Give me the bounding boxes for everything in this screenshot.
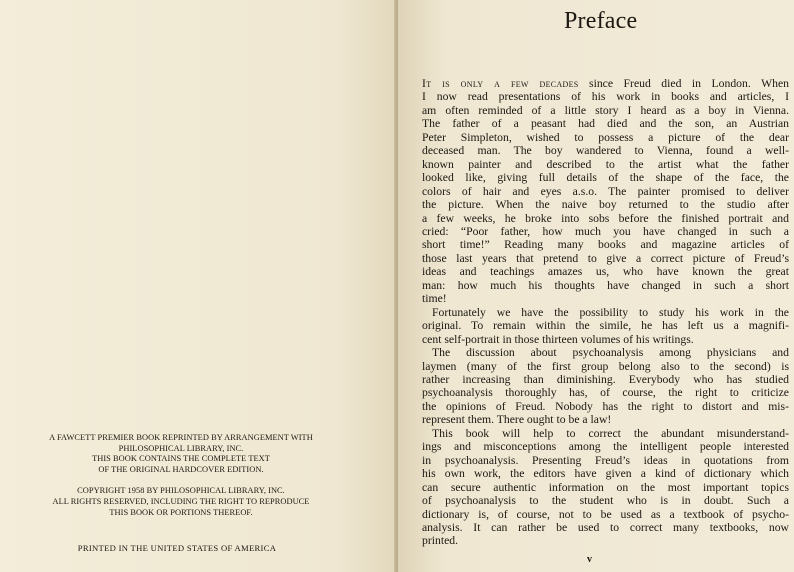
text-line: ideas and teachings amazes us, who have known the great <box>422 265 789 279</box>
text-line: the picture. When the naive boy returned to the studio after <box>422 198 789 212</box>
text-line: This book will help to correct the abundant misunderstand- <box>432 426 789 440</box>
imprint-line: THIS BOOK CONTAINS THE COMPLETE TEXT <box>92 454 270 464</box>
text-line: original. To remain within the simile, he has left us a magnifi- <box>422 319 789 333</box>
text-line: those last years that pretend to give a correct picture of Freud’s <box>422 251 789 265</box>
text-line: short time!” Reading many books and magazine articles of <box>422 238 789 252</box>
left-page <box>0 0 396 572</box>
text-line: can secure authentic information on the most important topics <box>422 480 789 494</box>
text-line-0: since Freud died in London. When <box>578 77 789 90</box>
lead-in-smallcaps: It is only a few decades <box>422 77 579 90</box>
imprint-line: OF THE ORIGINAL HARDCOVER EDITION. <box>98 464 264 474</box>
text-line: known painter and described to the artist what the father <box>422 157 789 171</box>
text-line: printed. <box>422 534 459 548</box>
text-line: a few weeks, he broke into sobs before the finished portrait and <box>422 211 789 225</box>
text-line <box>422 77 789 90</box>
text-line: in psychoanalysis. Presenting Freud’s ideas in quotations from <box>422 453 789 467</box>
text-line: his own work, the editors have given a kind of dictionary which <box>422 467 789 481</box>
text-line: analysis. It can rather be used to correct many textbooks, now <box>422 520 789 534</box>
copyright-line: COPYRIGHT 1958 BY PHILOSOPHICAL LIBRARY, INC. <box>77 486 285 496</box>
text-line: cent self-portrait in those thirteen volumes of his writings. <box>422 332 694 346</box>
text-line: am often reminded of a little story I heard as a boy in Vienna. <box>422 103 789 117</box>
copyright-line: THIS BOOK OR PORTIONS THEREOF. <box>109 507 253 517</box>
text-line: cried: “Poor father, how much you have changed in such a <box>422 224 789 238</box>
preface-body <box>422 77 789 548</box>
text-line: colors of hair and eyes a.s.o. The painter promised to deliver <box>422 184 789 198</box>
text-line: deceased man. The boy wandered to Vienna, found a well- <box>422 144 789 158</box>
imprint-line: PHILOSOPHICAL LIBRARY, INC. <box>118 443 244 453</box>
text-line: time! <box>422 292 447 306</box>
page-number: v <box>587 554 592 565</box>
printed-in-notice: PRINTED IN THE UNITED STATES OF AMERICA <box>77 543 277 553</box>
text-line: Peter Simpleton, wished to possess a picture of the dear <box>422 130 789 144</box>
text-line: The discussion about psychoanalysis among physicians and <box>432 346 789 360</box>
text-line: the opinions of Freud. Nobody has the right to distort and mis- <box>422 399 789 413</box>
text-line: ings and misconceptions among the intelligent people interested <box>422 440 789 454</box>
imprint-line: A FAWCETT PREMIER BOOK REPRINTED BY ARRANGEMENT WITH <box>49 433 313 442</box>
text-line: I now read presentations of his work in books and articles, I <box>422 90 789 104</box>
text-line: Fortunately we have the possibility to study his work in the <box>432 305 789 319</box>
text-line: of psychoanalysis to the student who is in doubt. Such a <box>422 494 789 508</box>
text-line: represent them. There ought to be a law! <box>422 413 612 427</box>
text-line: psychoanalysis thoroughly has, of course, the right to criticize <box>422 386 789 400</box>
text-line: man: how much his thoughts have changed in such a short <box>422 278 789 292</box>
text-line: rather increasing than diminishing. Everybody who has studied <box>422 372 789 386</box>
imprint-block <box>0 433 362 518</box>
text-line: dictionary is, of course, not to be used as a textbook of psycho- <box>422 507 789 521</box>
text-line: The father of a peasant had died and the son, an Austrian <box>422 117 789 131</box>
text-line: laymen (many of the first group belong also to the second) is <box>422 359 789 373</box>
copyright-line: ALL RIGHTS RESERVED, INCLUDING THE RIGHT TO REPRODUCE <box>52 496 310 506</box>
text-line: looked like, giving full details of the shape of the face, the <box>422 171 789 185</box>
page-title: Preface <box>564 8 638 34</box>
